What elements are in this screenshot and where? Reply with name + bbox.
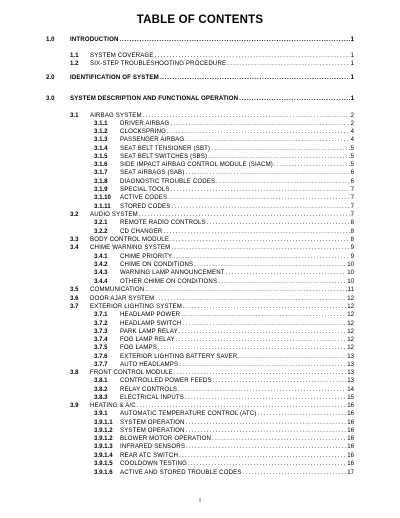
- toc-entry-label: ELECTRICAL INPUTS: [120, 394, 184, 401]
- toc-entry-number: 3.1.4: [94, 145, 108, 152]
- dot-leader: [216, 178, 349, 186]
- toc-entry[interactable]: [70, 236, 354, 244]
- toc-entry-label: COOLDOWN TESTING: [120, 460, 187, 467]
- toc-entry-label: SYSTEM DESCRIPTION AND FUNCTIONAL OPERATION: [70, 95, 239, 102]
- toc-entry-number: 1.1: [70, 52, 79, 59]
- toc-entry[interactable]: [94, 386, 354, 394]
- toc-entry-label: PARK LAMP RELAY: [120, 328, 178, 335]
- toc-entry-label: INTRODUCTION: [70, 36, 119, 43]
- toc-entry-number: 3.8.3: [94, 394, 108, 401]
- dot-leader: [143, 112, 350, 120]
- toc-entry-page: 10: [347, 278, 354, 285]
- toc-entry[interactable]: [94, 410, 354, 418]
- toc-entry-number: 3.9.1.6: [94, 469, 113, 476]
- dot-leader: [170, 236, 350, 244]
- toc-entry-number: 3.9.1.2: [94, 427, 113, 434]
- toc-entry-number: 3.2.1: [94, 219, 108, 226]
- toc-entry[interactable]: [94, 419, 354, 427]
- dot-leader: [183, 303, 346, 311]
- toc-entry-label: SPECIAL TOOLS: [120, 186, 170, 193]
- toc-entry-label: BODY CONTROL MODULE: [90, 236, 170, 243]
- dot-leader: [160, 74, 350, 82]
- dot-leader: [179, 452, 346, 460]
- toc-entry-page: 4: [350, 128, 354, 135]
- toc-entry-number: 3.1.7: [94, 169, 108, 176]
- toc-entry-label: CLOCKSPRING: [120, 128, 167, 135]
- toc-entry[interactable]: [94, 161, 354, 169]
- toc-entry-number: 3.4.1: [94, 253, 108, 260]
- toc-entry-page: 1: [350, 74, 354, 81]
- toc-entry-label: SEAT BELT SWITCHES (SBS): [120, 153, 208, 160]
- toc-entry-number: 3.6: [70, 295, 79, 302]
- toc-entry-label: OTHER CHIME ON CONDITIONS: [120, 278, 218, 285]
- toc-entry[interactable]: [94, 228, 354, 236]
- toc-entry-label: CHIME ON CONDITIONS: [120, 261, 194, 268]
- toc-entry-label: SYSTEM OPERATION: [120, 427, 185, 434]
- toc-entry-number: 3.8: [70, 369, 79, 376]
- toc-entry[interactable]: [94, 361, 354, 369]
- toc-entry-page: 1: [350, 95, 354, 102]
- toc-entry[interactable]: [70, 303, 354, 311]
- page-number-footer: i: [199, 498, 201, 504]
- toc-entry[interactable]: [46, 36, 354, 44]
- toc-entry-page: 2: [350, 120, 354, 127]
- toc-entry-page: 12: [347, 328, 354, 335]
- toc-entry-page: 16: [347, 452, 354, 459]
- toc-entry-page: 10: [347, 269, 354, 276]
- toc-entry-page: 7: [350, 186, 354, 193]
- toc-entry-page: 14: [347, 386, 354, 393]
- toc-entry[interactable]: [70, 112, 354, 120]
- toc-entry-label: BLOWER MOTOR OPERATION: [120, 435, 212, 442]
- toc-entry-number: 3.1.6: [94, 161, 108, 168]
- dot-leader: [226, 269, 347, 277]
- toc-entry-label: FRONT CONTROL MODULE: [90, 369, 173, 376]
- dot-leader: [174, 369, 346, 377]
- toc-entry[interactable]: [94, 427, 354, 435]
- toc-entry-label: AIRBAG SYSTEM: [90, 112, 142, 119]
- toc-entry-page: 7: [350, 211, 354, 218]
- dot-leader: [182, 320, 346, 328]
- toc-entry[interactable]: [94, 328, 354, 336]
- toc-entry-page: 12: [347, 311, 354, 318]
- dot-leader: [258, 410, 347, 418]
- dot-leader: [211, 145, 349, 153]
- toc-entry[interactable]: [94, 120, 354, 128]
- toc-entry-number: 3.9.1: [94, 410, 108, 417]
- toc-entry-page: 9: [350, 244, 354, 251]
- toc-entry-page: 12: [347, 295, 354, 302]
- dot-leader: [155, 295, 346, 303]
- toc-entry[interactable]: [94, 353, 354, 361]
- toc-entry[interactable]: [94, 443, 354, 451]
- toc-entry-page: 13: [347, 353, 354, 360]
- toc-entry[interactable]: [70, 402, 354, 410]
- toc-entry-label: AUTO HEADLAMPS: [120, 361, 179, 368]
- toc-entry[interactable]: [94, 278, 354, 286]
- dot-leader: [173, 253, 349, 261]
- toc-entry[interactable]: [94, 311, 354, 319]
- toc-entry[interactable]: [94, 460, 354, 468]
- toc-entry-label: RELAY CONTROLS: [120, 386, 178, 393]
- toc-entry-page: 16: [347, 419, 354, 426]
- toc-entry-number: 3.7.7: [94, 361, 108, 368]
- toc-entry-number: 3.4.2: [94, 261, 108, 268]
- toc-entry-number: 3.7.6: [94, 353, 108, 360]
- toc-entry[interactable]: [94, 219, 354, 227]
- dot-leader: [170, 120, 349, 128]
- toc-entry-label: WARNING LAMP ANNOUNCEMENT: [120, 269, 225, 276]
- toc-entry-number: 3.7.3: [94, 328, 108, 335]
- toc-entry-label: DOOR AJAR SYSTEM: [90, 295, 155, 302]
- dot-leader: [194, 261, 346, 269]
- toc-entry-number: 3.9.1.3: [94, 443, 113, 450]
- toc-entry-page: 1: [350, 36, 354, 43]
- dot-leader: [218, 278, 346, 286]
- toc-entry-page: 13: [347, 361, 354, 368]
- toc-entry[interactable]: [70, 60, 354, 68]
- toc-entry-label: EXTERIOR LIGHTING BATTERY SAVER: [120, 353, 238, 360]
- toc-entry-page: 4: [350, 136, 354, 143]
- toc-entry-label: SYSTEM COVERAGE: [90, 52, 154, 59]
- toc-entry-label: CHIME WARNING SYSTEM: [90, 244, 171, 251]
- toc-entry-page: 13: [347, 369, 354, 376]
- toc-entry-page: 15: [347, 394, 354, 401]
- toc-entry-page: 8: [350, 236, 354, 243]
- toc-entry-number: 3.1.8: [94, 178, 108, 185]
- toc-entry-number: 3.2: [70, 211, 79, 218]
- dot-leader: [185, 394, 346, 402]
- toc-entry-number: 2.0: [46, 74, 55, 81]
- dot-leader: [188, 460, 346, 468]
- toc-entry-page: 5: [350, 153, 354, 160]
- toc-entry-label: COMMUNICATION: [90, 286, 145, 293]
- dot-leader: [176, 336, 347, 344]
- toc-entry[interactable]: [94, 344, 354, 352]
- toc-entry-number: 3.7.5: [94, 344, 108, 351]
- toc-entry-label: PASSENGER AIRBAG: [120, 136, 185, 143]
- toc-entry-label: ACTIVE CODES: [120, 194, 168, 201]
- toc-entry-number: 3.0: [46, 95, 55, 102]
- toc-entry[interactable]: [94, 320, 354, 328]
- toc-entry-label: AUTOMATIC TEMPERATURE CONTROL (ATC): [120, 410, 257, 417]
- toc-entry-page: 6: [350, 169, 354, 176]
- toc-entry-page: 6: [350, 178, 354, 185]
- toc-entry-label: SEAT AIRBAGS (SAB): [120, 169, 185, 176]
- toc-entry-number: 3.9.1.2: [94, 435, 113, 442]
- toc-entry-page: 7: [350, 194, 354, 201]
- dot-leader: [243, 469, 347, 477]
- toc-entry-number: 3.8.2: [94, 386, 108, 393]
- toc-entry-page: 8: [350, 228, 354, 235]
- dot-leader: [185, 169, 349, 177]
- toc-entry-label: HEADLAMP SWITCH: [120, 320, 182, 327]
- dot-leader: [139, 211, 350, 219]
- toc-entry-label: IDENTIFICATION OF SYSTEM: [70, 74, 159, 81]
- toc-entry-number: 3.7.4: [94, 336, 108, 343]
- dot-leader: [208, 153, 349, 161]
- toc-entry[interactable]: [94, 178, 354, 186]
- toc-entry-label: INFRARED SENSORS: [120, 443, 186, 450]
- toc-entry[interactable]: [46, 95, 354, 103]
- toc-entry-page: 9: [350, 253, 354, 260]
- dot-leader: [179, 361, 346, 369]
- toc-entry[interactable]: [94, 377, 354, 385]
- toc-entry-label: ACTIVE AND STORED TROUBLE CODES: [120, 469, 242, 476]
- toc-entry-number: 3.8.1: [94, 377, 108, 384]
- dot-leader: [227, 60, 349, 68]
- toc-entry-label: CHIME PRIORITY: [120, 253, 173, 260]
- dot-leader: [167, 128, 350, 136]
- toc-entry-page: 16: [347, 427, 354, 434]
- dot-leader: [137, 402, 346, 410]
- toc-entry[interactable]: [94, 435, 354, 443]
- toc-entry-label: REMOTE RADIO CONTROLS: [120, 219, 206, 226]
- toc-entry-number: 3.4.3: [94, 269, 108, 276]
- toc-entry-label: DIAGNOSTIC TROUBLE CODES: [120, 178, 216, 185]
- toc-entry-number: 3.2.2: [94, 228, 108, 235]
- toc-entry[interactable]: [94, 261, 354, 269]
- toc-entry-number: 3.1.1: [94, 120, 108, 127]
- toc-entry-page: 11: [347, 286, 354, 293]
- page-title: TABLE OF CONTENTS: [136, 14, 264, 26]
- toc-entry-page: 1: [350, 52, 354, 59]
- toc-entry-label: SIX-STEP TROUBLESHOOTING PROCEDURE: [90, 60, 227, 67]
- toc-entry[interactable]: [94, 136, 354, 144]
- toc-entry-label: AUDIO SYSTEM: [90, 211, 138, 218]
- toc-entry-number: 3.1.3: [94, 136, 108, 143]
- toc-entry[interactable]: [94, 203, 354, 211]
- toc-entry-label: FOG LAMP RELAY: [120, 336, 175, 343]
- toc-entry[interactable]: [70, 211, 354, 219]
- dot-leader: [186, 427, 347, 435]
- toc-entry-number: 3.3: [70, 236, 79, 243]
- toc-entry[interactable]: [94, 469, 354, 477]
- toc-entry[interactable]: [70, 295, 354, 303]
- toc-entry-label: SIDE IMPACT AIRBAG CONTROL MODULE (SIACM): [120, 161, 273, 168]
- toc-entry[interactable]: [94, 186, 354, 194]
- dot-leader: [181, 311, 346, 319]
- dot-leader: [145, 286, 346, 294]
- toc-entry-label: DRIVER AIRBAG: [120, 120, 170, 127]
- toc-entry-page: 12: [347, 336, 354, 343]
- toc-entry[interactable]: [94, 128, 354, 136]
- toc-entry-number: 3.9: [70, 402, 79, 409]
- toc-entry-label: SYSTEM OPERATION: [120, 419, 185, 426]
- toc-entry[interactable]: [94, 145, 354, 153]
- toc-entry-number: 3.4.4: [94, 278, 108, 285]
- toc-entry-page: 12: [347, 303, 354, 310]
- toc-entry[interactable]: [94, 153, 354, 161]
- dot-leader: [186, 443, 346, 451]
- toc-entry-label: HEATING & A/C: [90, 402, 136, 409]
- toc-entry-number: 3.4: [70, 244, 79, 251]
- dot-leader: [171, 186, 350, 194]
- dot-leader: [212, 435, 346, 443]
- toc-entry-number: 3.1.10: [94, 194, 111, 201]
- dot-leader: [158, 344, 346, 352]
- dot-leader: [274, 161, 350, 169]
- toc-entry-page: 10: [347, 261, 354, 268]
- toc-entry-page: 17: [347, 469, 354, 476]
- dot-leader: [163, 228, 349, 236]
- toc-entry-page: 8: [350, 219, 354, 226]
- dot-leader: [185, 136, 349, 144]
- toc-entry-number: 3.5: [70, 286, 79, 293]
- dot-leader: [171, 203, 349, 211]
- toc-entry-page: 16: [347, 435, 354, 442]
- dot-leader: [178, 386, 346, 394]
- toc-entry-label: SEAT BELT TENSIONER (SBT): [120, 145, 211, 152]
- toc-entry-number: 1.2: [70, 60, 79, 67]
- dot-leader: [155, 52, 350, 60]
- toc-entry-number: 3.1.2: [94, 128, 108, 135]
- toc-entry-number: 3.9.1.5: [94, 460, 113, 467]
- toc-entry-label: CONTROLLED POWER FEEDS: [120, 377, 212, 384]
- toc-entry[interactable]: [94, 269, 354, 277]
- toc-entry-number: 3.9.1.1: [94, 419, 113, 426]
- toc-entry-page: 13: [347, 377, 354, 384]
- toc-entry-label: EXTERIOR LIGHTING SYSTEM: [90, 303, 182, 310]
- toc-entry-label: FOG LAMPS: [120, 344, 157, 351]
- toc-entry-number: 3.7: [70, 303, 79, 310]
- dot-leader: [186, 419, 347, 427]
- toc-entry-label: STORED CODES: [120, 203, 171, 210]
- dot-leader: [239, 95, 349, 103]
- toc-entry-page: 2: [350, 112, 354, 119]
- toc-entry[interactable]: [70, 52, 354, 60]
- toc-entry-label: CD CHANGER: [120, 228, 163, 235]
- toc-entry-page: 5: [350, 161, 354, 168]
- dot-leader: [120, 36, 350, 44]
- toc-entry[interactable]: [70, 369, 354, 377]
- dot-leader: [171, 244, 349, 252]
- toc-entry-label: REAR ATC SWITCH: [120, 452, 178, 459]
- dot-leader: [179, 328, 346, 336]
- toc-entry-page: 16: [347, 443, 354, 450]
- toc-entry-number: 3.9.1.4: [94, 452, 113, 459]
- toc-entry[interactable]: [94, 336, 354, 344]
- toc-entry-label: HEADLAMP POWER: [120, 311, 181, 318]
- toc-entry-page: 16: [347, 460, 354, 467]
- toc-entry-page: 16: [347, 402, 354, 409]
- toc-entry[interactable]: [94, 253, 354, 261]
- toc-entry-page: 16: [347, 410, 354, 417]
- dot-leader: [207, 219, 350, 227]
- toc-entry-number: 3.1.5: [94, 153, 108, 160]
- toc-entry[interactable]: [94, 452, 354, 460]
- toc-entry-page: 12: [347, 320, 354, 327]
- toc-entry-number: 3.1: [70, 112, 79, 119]
- toc-entry-number: 3.1.9: [94, 186, 108, 193]
- toc-entry-page: 5: [350, 145, 354, 152]
- toc-entry[interactable]: [70, 286, 354, 294]
- dot-leader: [168, 194, 349, 202]
- toc-entry[interactable]: [46, 74, 354, 82]
- toc-entry-page: 7: [350, 203, 354, 210]
- toc-entry[interactable]: [94, 394, 354, 402]
- toc-entry-page: 1: [350, 60, 354, 67]
- toc-entry-page: 12: [347, 344, 354, 351]
- toc-entry[interactable]: [70, 244, 354, 252]
- toc-entry[interactable]: [94, 194, 354, 202]
- toc-entry[interactable]: [94, 169, 354, 177]
- toc-entry-number: 3.7.1: [94, 311, 108, 318]
- toc-entry-number: 3.1.11: [94, 203, 111, 210]
- dot-leader: [213, 377, 347, 385]
- toc-entry-number: 3.7.2: [94, 320, 108, 327]
- dot-leader: [238, 353, 346, 361]
- toc-entry-number: 1.0: [46, 36, 55, 43]
